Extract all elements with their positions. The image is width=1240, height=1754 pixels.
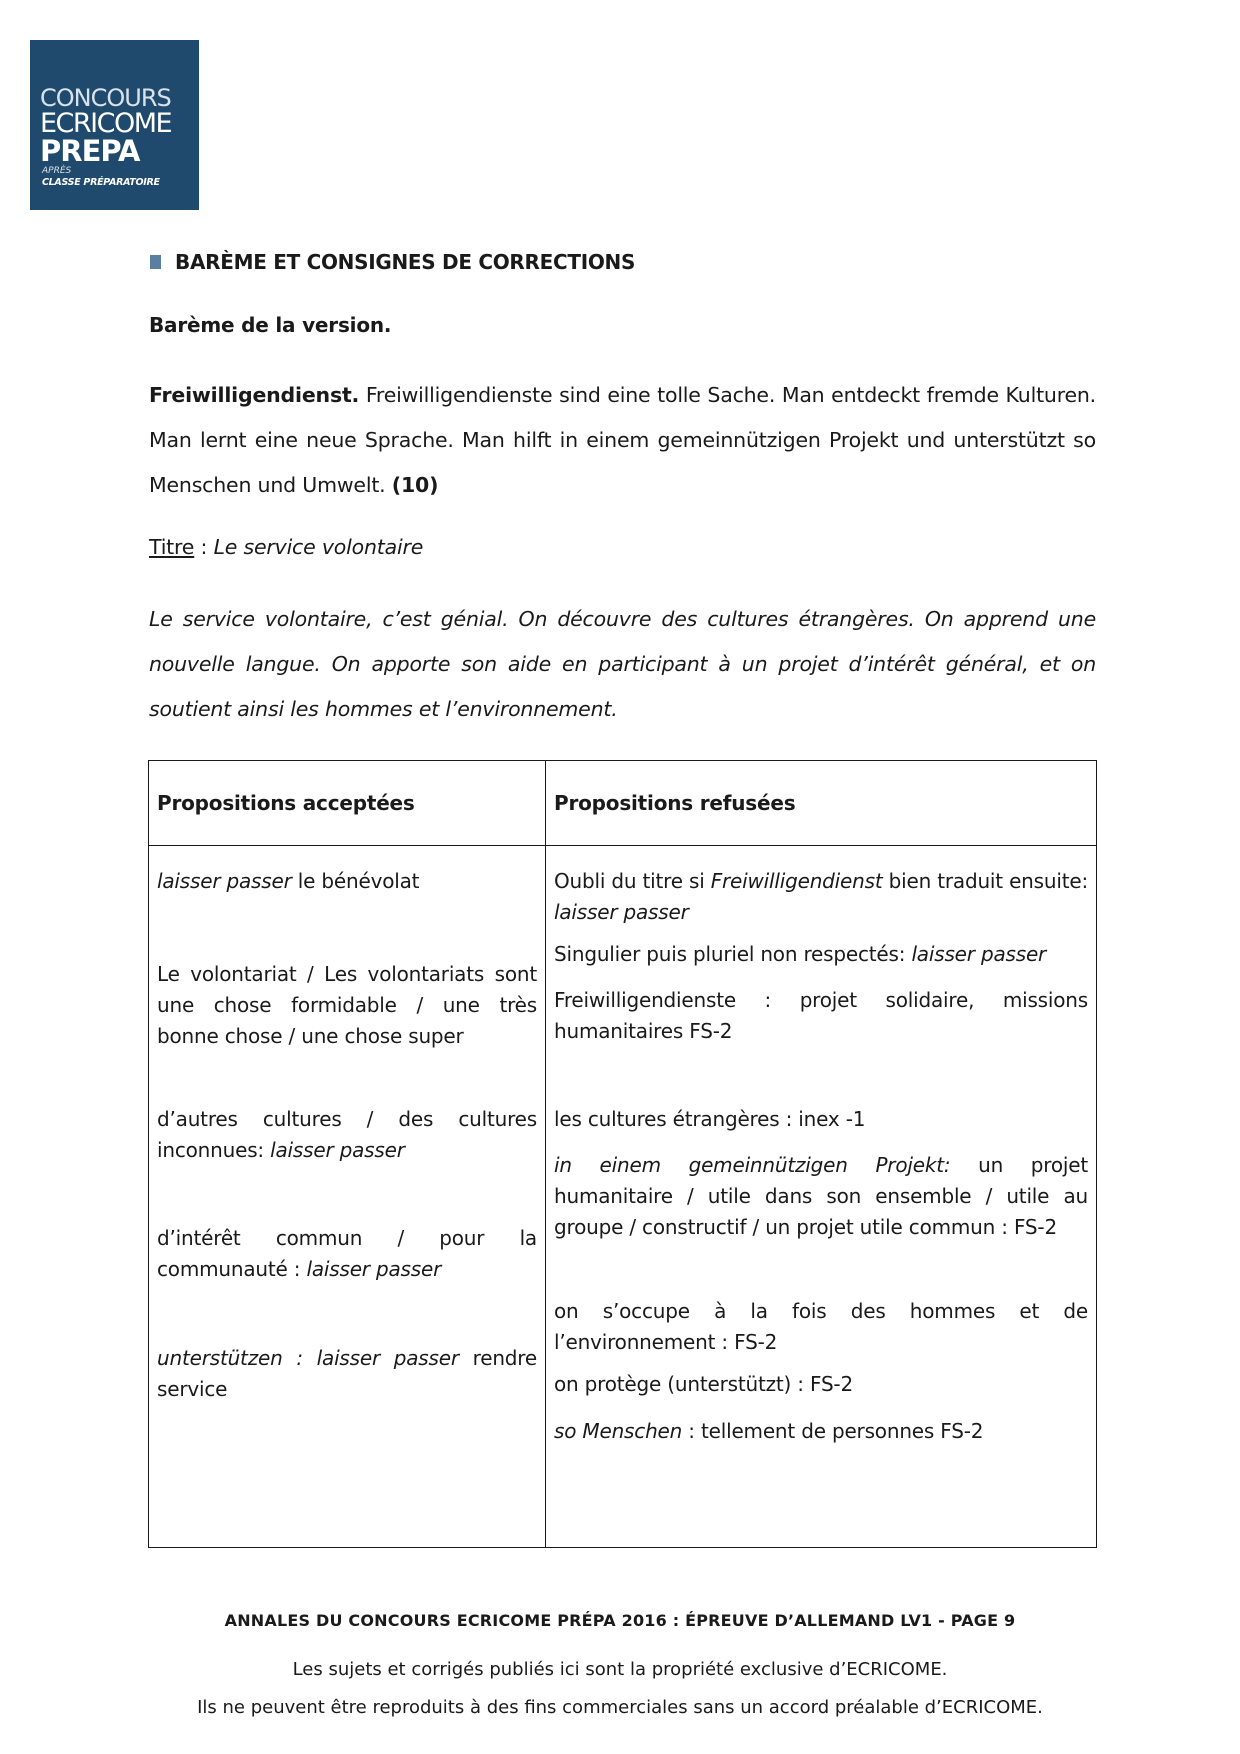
refused-item: on protège (unterstützt) : FS-2 [554,1372,853,1396]
footer-reproduction-notice: Ils ne peuvent être reproduits à des fins commerciales sans un accord préalable d’ECRICOME. [197,1697,1043,1718]
footer-copyright: Les sujets et corrigés publiés ici sont la propriété exclusive d’ECRICOME. [292,1659,948,1680]
section-title: BARÈME ET CONSIGNES DE CORRECTIONS [175,250,636,274]
accepted-item: unterstützen : laisser passer rendre service [157,1346,537,1401]
header-accepted: Propositions acceptées [149,761,546,846]
accepted-item: d’autres cultures / des cultures inconnues: laisser passer [157,1107,537,1162]
source-text-paragraph [149,373,1096,508]
titre-label: Titre [149,535,195,559]
logo-line-prepa: PREPA [40,134,140,168]
titre-separator: : [194,535,214,559]
titre-line [149,535,423,559]
source-text-lead: Freiwilligendienst. [149,383,360,407]
subtitle: Barème de la version. [149,313,392,337]
logo-line-apres: APRÈS [42,166,72,176]
refused-item: on s’occupe à la fois des hommes et de l’environnement : FS-2 [554,1299,1088,1354]
refused-item: Freiwilligendienste : projet solidaire, missions humanitaires FS-2 [554,988,1088,1043]
footer-page-info: ANNALES DU CONCOURS ECRICOME PRÉPA 2016 : ÉPREUVE D’ALLEMAND LV1 - PAGE 9 [224,1611,1016,1630]
translation-paragraph: Le service volontaire, c’est génial. On découvre des cultures étrangères. On apprend une nouvelle langue. On apporte son aide en participant à un projet d’intérêt général, et on soutient ainsi les hommes et l’environnement. [149,607,1096,721]
table-body-row [149,846,1097,1548]
logo-line-classe: CLASSE PRÉPARATOIRE [42,177,160,188]
accepted-cell [149,846,546,1548]
refused-item: so Menschen : tellement de personnes FS-2 [554,1419,984,1443]
accepted-item: laisser passer le bénévolat [157,869,420,893]
refused-cell [546,846,1097,1548]
logo-line-concours: CONCOURS [40,84,171,112]
corrections-table [148,760,1097,1548]
square-bullet-icon [150,255,161,269]
refused-item: Singulier puis pluriel non respectés: laisser passer [554,942,1047,966]
accepted-item: Le volontariat / Les volontariats sont une chose formidable / une très bonne chose / une chose super [157,962,537,1048]
source-text-body: Freiwilligendienste sind eine tolle Sache. Man entdeckt fremde Kulturen. Man lernt eine neue Sprache. Man hilft in einem gemeinnützigen Projekt und unterstützt so Menschen und Umwelt. [149,383,1096,497]
logo-line-ecricome: ECRICOME [40,108,172,139]
source-text-points: (10) [391,473,439,497]
header-refused: Propositions refusées [546,761,1097,846]
refused-item: les cultures étrangères : inex -1 [554,1107,866,1131]
table-header-row [149,761,1097,846]
refused-item: in einem gemeinnützigen Projekt: un projet humanitaire / utile dans son ensemble / utile au groupe / constructif / un projet utile commun : FS-2 [554,1153,1088,1239]
refused-item: Oubli du titre si Freiwilligendienst bien traduit ensuite: laisser passer [554,869,1088,924]
concours-ecricome-logo [30,40,199,210]
section-heading [150,250,635,274]
titre-value: Le service volontaire [213,535,424,559]
accepted-item: d’intérêt commun / pour la communauté : laisser passer [157,1226,537,1281]
